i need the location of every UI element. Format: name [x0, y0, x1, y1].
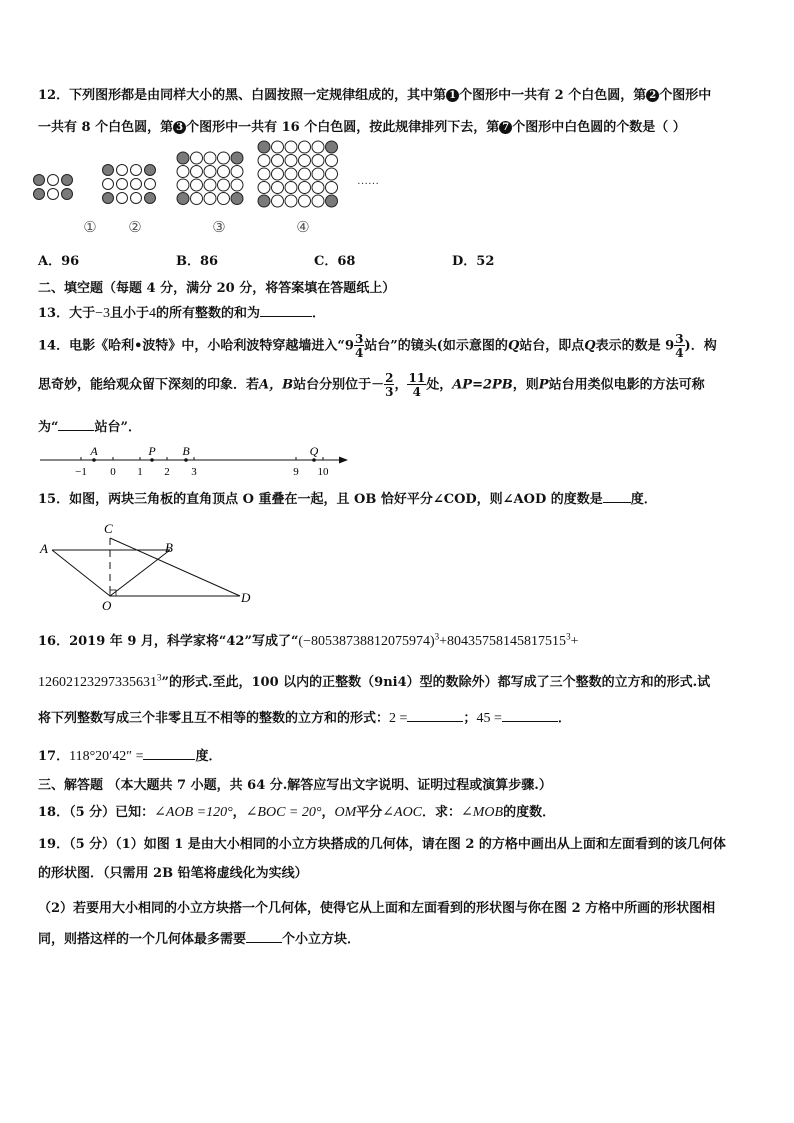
white-circle	[204, 166, 216, 178]
q19-line3: （2）若要用大小相同的小立方块搭一个几何体，使得它从上面和左面看到的形状图与你在图 2 方格中所画的形状图相	[38, 901, 716, 916]
option-b: B．86	[176, 254, 219, 269]
q12-line2: 一共有 8 个白色圆，第 3 个图形中一共有 16 个白色圆，按此规律排列下去，第 7 个图形中白色圆的个数是（ ）	[38, 120, 686, 135]
q14-line3: 为“ 站台”．	[38, 420, 141, 435]
white-circle	[272, 182, 284, 194]
black-circle	[326, 141, 338, 153]
option-a: A．96	[38, 254, 80, 269]
white-circle	[177, 166, 189, 178]
black-circle	[177, 152, 189, 164]
q15-text: 15．如图，两块三角板的直角顶点 O 重叠在一起，且 OB 恰好平分∠COD，则∠AOD 的度数是 度．	[38, 492, 657, 507]
q16-line1: 16．2019 年 9 月，科学家将“42”写成了“$(-80538738812075974)^3+80435758145817515^3+$	[38, 631, 579, 649]
tick-label: −1	[75, 466, 87, 478]
black-circle	[177, 193, 189, 205]
white-circle	[191, 166, 203, 178]
answer-blank	[143, 759, 195, 760]
black-circle	[145, 165, 156, 176]
answer-blank	[407, 721, 463, 722]
tick-label: 2	[164, 466, 170, 478]
point-dot	[150, 458, 154, 462]
black-circle	[231, 152, 243, 164]
white-circle	[131, 179, 142, 190]
q14-line1: 14．电影《哈利•波特》中，小哈利波特穿越墙进入“9 $\frac{3}{4}$ 站台”的镜头(如示意图的Q站台，即点Q表示的数是 9 $\frac{3}{4}$ )．构	[38, 332, 717, 360]
label-c: C	[104, 521, 113, 536]
white-circle	[312, 168, 324, 180]
point-b: B	[182, 444, 190, 458]
q16-line2: 12602123297335631$^3$”的形式.至此，100 以内的正整数（9ni4）型的数除外）都写成了三个整数的立方和的形式.试	[38, 672, 711, 690]
white-circle	[191, 152, 203, 164]
white-circle	[272, 168, 284, 180]
white-circle	[272, 155, 284, 167]
q13: 13．大于−3且小于4的所有整数的和为 ．	[38, 306, 326, 321]
white-circle	[312, 141, 324, 153]
q19-line4: 同，则搭这样的一个几何体最多需要 个小立方块．	[38, 932, 361, 947]
circled-number-2: 2	[646, 89, 659, 102]
white-circle	[191, 193, 203, 205]
label-b: B	[165, 540, 173, 555]
white-circle	[285, 195, 297, 207]
circled-number-3: 3	[173, 121, 186, 134]
white-circle	[312, 155, 324, 167]
black-circle	[62, 189, 73, 200]
fraction-11-4: $\frac{11}{4}$	[408, 371, 426, 399]
white-circle	[218, 179, 230, 191]
white-circle	[48, 189, 59, 200]
white-circle	[312, 182, 324, 194]
fraction-3-4: $\frac{3}{4}$	[354, 332, 364, 360]
white-circle	[299, 182, 311, 194]
answer-blank	[58, 430, 94, 431]
white-circle	[272, 141, 284, 153]
white-circle	[258, 182, 270, 194]
black-circle	[34, 189, 45, 200]
white-circle	[312, 195, 324, 207]
white-circle	[231, 179, 243, 191]
white-circle	[299, 155, 311, 167]
option-d: D．52	[452, 254, 495, 269]
white-circle	[299, 141, 311, 153]
q12-line1: 12．下列图形都是由同样大小的黑、白圆按照一定规律组成的，其中第 1 个图形中一共有 2 个白色圆，第 2 个图形中	[38, 88, 712, 103]
fraction-3-4: $\frac{3}{4}$	[675, 332, 684, 360]
white-circle	[218, 152, 230, 164]
white-circle	[131, 165, 142, 176]
pattern-ellipsis: ……	[357, 175, 379, 187]
point-p: P	[148, 444, 156, 458]
black-circle	[103, 165, 114, 176]
pattern-label-2: ②	[128, 220, 142, 236]
white-circle	[272, 195, 284, 207]
answer-blank	[246, 942, 282, 943]
white-circle	[145, 179, 156, 190]
black-circle	[258, 141, 270, 153]
q16-line3: 将下列整数写成三个非零且互不相等的整数的立方和的形式：2 = ；45 = ．	[38, 711, 571, 726]
label-o: O	[102, 598, 112, 613]
white-circle	[204, 152, 216, 164]
fraction-2-3: $\frac{2}{3}$	[385, 371, 394, 399]
black-circle	[258, 195, 270, 207]
white-circle	[285, 182, 297, 194]
white-circle	[117, 179, 128, 190]
white-circle	[258, 155, 270, 167]
white-circle	[285, 168, 297, 180]
tick-label: 10	[317, 466, 329, 478]
white-circle	[326, 155, 338, 167]
label-a: A	[40, 541, 48, 556]
pattern-label-1: ①	[83, 220, 97, 236]
white-circle	[326, 182, 338, 194]
white-circle	[218, 193, 230, 205]
point-dot	[184, 458, 188, 462]
circle-pattern-figure	[30, 140, 390, 240]
q14-line2: 思奇妙，能给观众留下深刻的印象．若A，B站台分别位于－ $\frac{2}{3}$ ， $\frac{11}{4}$ 处，AP=2PB，则P站台用类似电影的方法可称	[38, 371, 705, 399]
answer-blank	[603, 502, 631, 503]
black-circle	[34, 175, 45, 186]
white-circle	[117, 165, 128, 176]
q19-line1: 19．（5 分）（1）如图 1 是由大小相同的小立方块搭成的几何体，请在图 2 的方格中画出从上面和左面看到的该几何体	[38, 837, 726, 852]
white-circle	[204, 179, 216, 191]
label-d: D	[241, 590, 251, 605]
q17: 17．118°20′42″ = 度．	[38, 749, 222, 764]
white-circle	[299, 195, 311, 207]
number-line	[36, 440, 356, 478]
black-circle	[145, 193, 156, 204]
white-circle	[177, 179, 189, 191]
section2-heading: 二、填空题（每题 4 分，满分 20 分，将答案填在答题纸上）	[38, 281, 396, 296]
pattern-label-3: ③	[212, 220, 226, 236]
q18: 18．（5 分）已知：∠AOB =120°，∠BOC = 20°，OM平分∠AOC．求：∠MOB的度数．	[38, 805, 556, 820]
black-circle	[103, 193, 114, 204]
white-circle	[285, 141, 297, 153]
triangle-figure	[30, 518, 270, 616]
white-circle	[204, 193, 216, 205]
answer-blank	[260, 316, 312, 317]
circled-number-1: 1	[446, 89, 459, 102]
point-a: A	[90, 444, 98, 458]
pattern-label-4: ④	[296, 220, 310, 236]
tick-label: 3	[191, 466, 197, 478]
white-circle	[131, 193, 142, 204]
point-dot	[92, 458, 96, 462]
black-circle	[62, 175, 73, 186]
white-circle	[258, 168, 270, 180]
tick-label: 0	[110, 466, 116, 478]
black-circle	[326, 195, 338, 207]
black-circle	[231, 193, 243, 205]
white-circle	[285, 155, 297, 167]
tick-label: 9	[293, 466, 299, 478]
white-circle	[103, 179, 114, 190]
tick-label: 1	[137, 466, 143, 478]
section3-heading: 三、解答题 （本大题共 7 小题，共 64 分.解答应写出文字说明、证明过程或演算步骤.）	[38, 778, 552, 793]
white-circle	[48, 175, 59, 186]
white-circle	[326, 168, 338, 180]
white-circle	[191, 179, 203, 191]
circled-number-7: 7	[499, 121, 512, 134]
white-circle	[231, 166, 243, 178]
point-q: Q	[309, 444, 319, 458]
point-dot	[312, 458, 316, 462]
option-c: C．68	[314, 254, 356, 269]
white-circle	[299, 168, 311, 180]
q19-line2: 的形状图．（只需用 2B 铅笔将虚线化为实线）	[38, 866, 308, 881]
white-circle	[218, 166, 230, 178]
white-circle	[117, 193, 128, 204]
answer-blank	[502, 721, 558, 722]
